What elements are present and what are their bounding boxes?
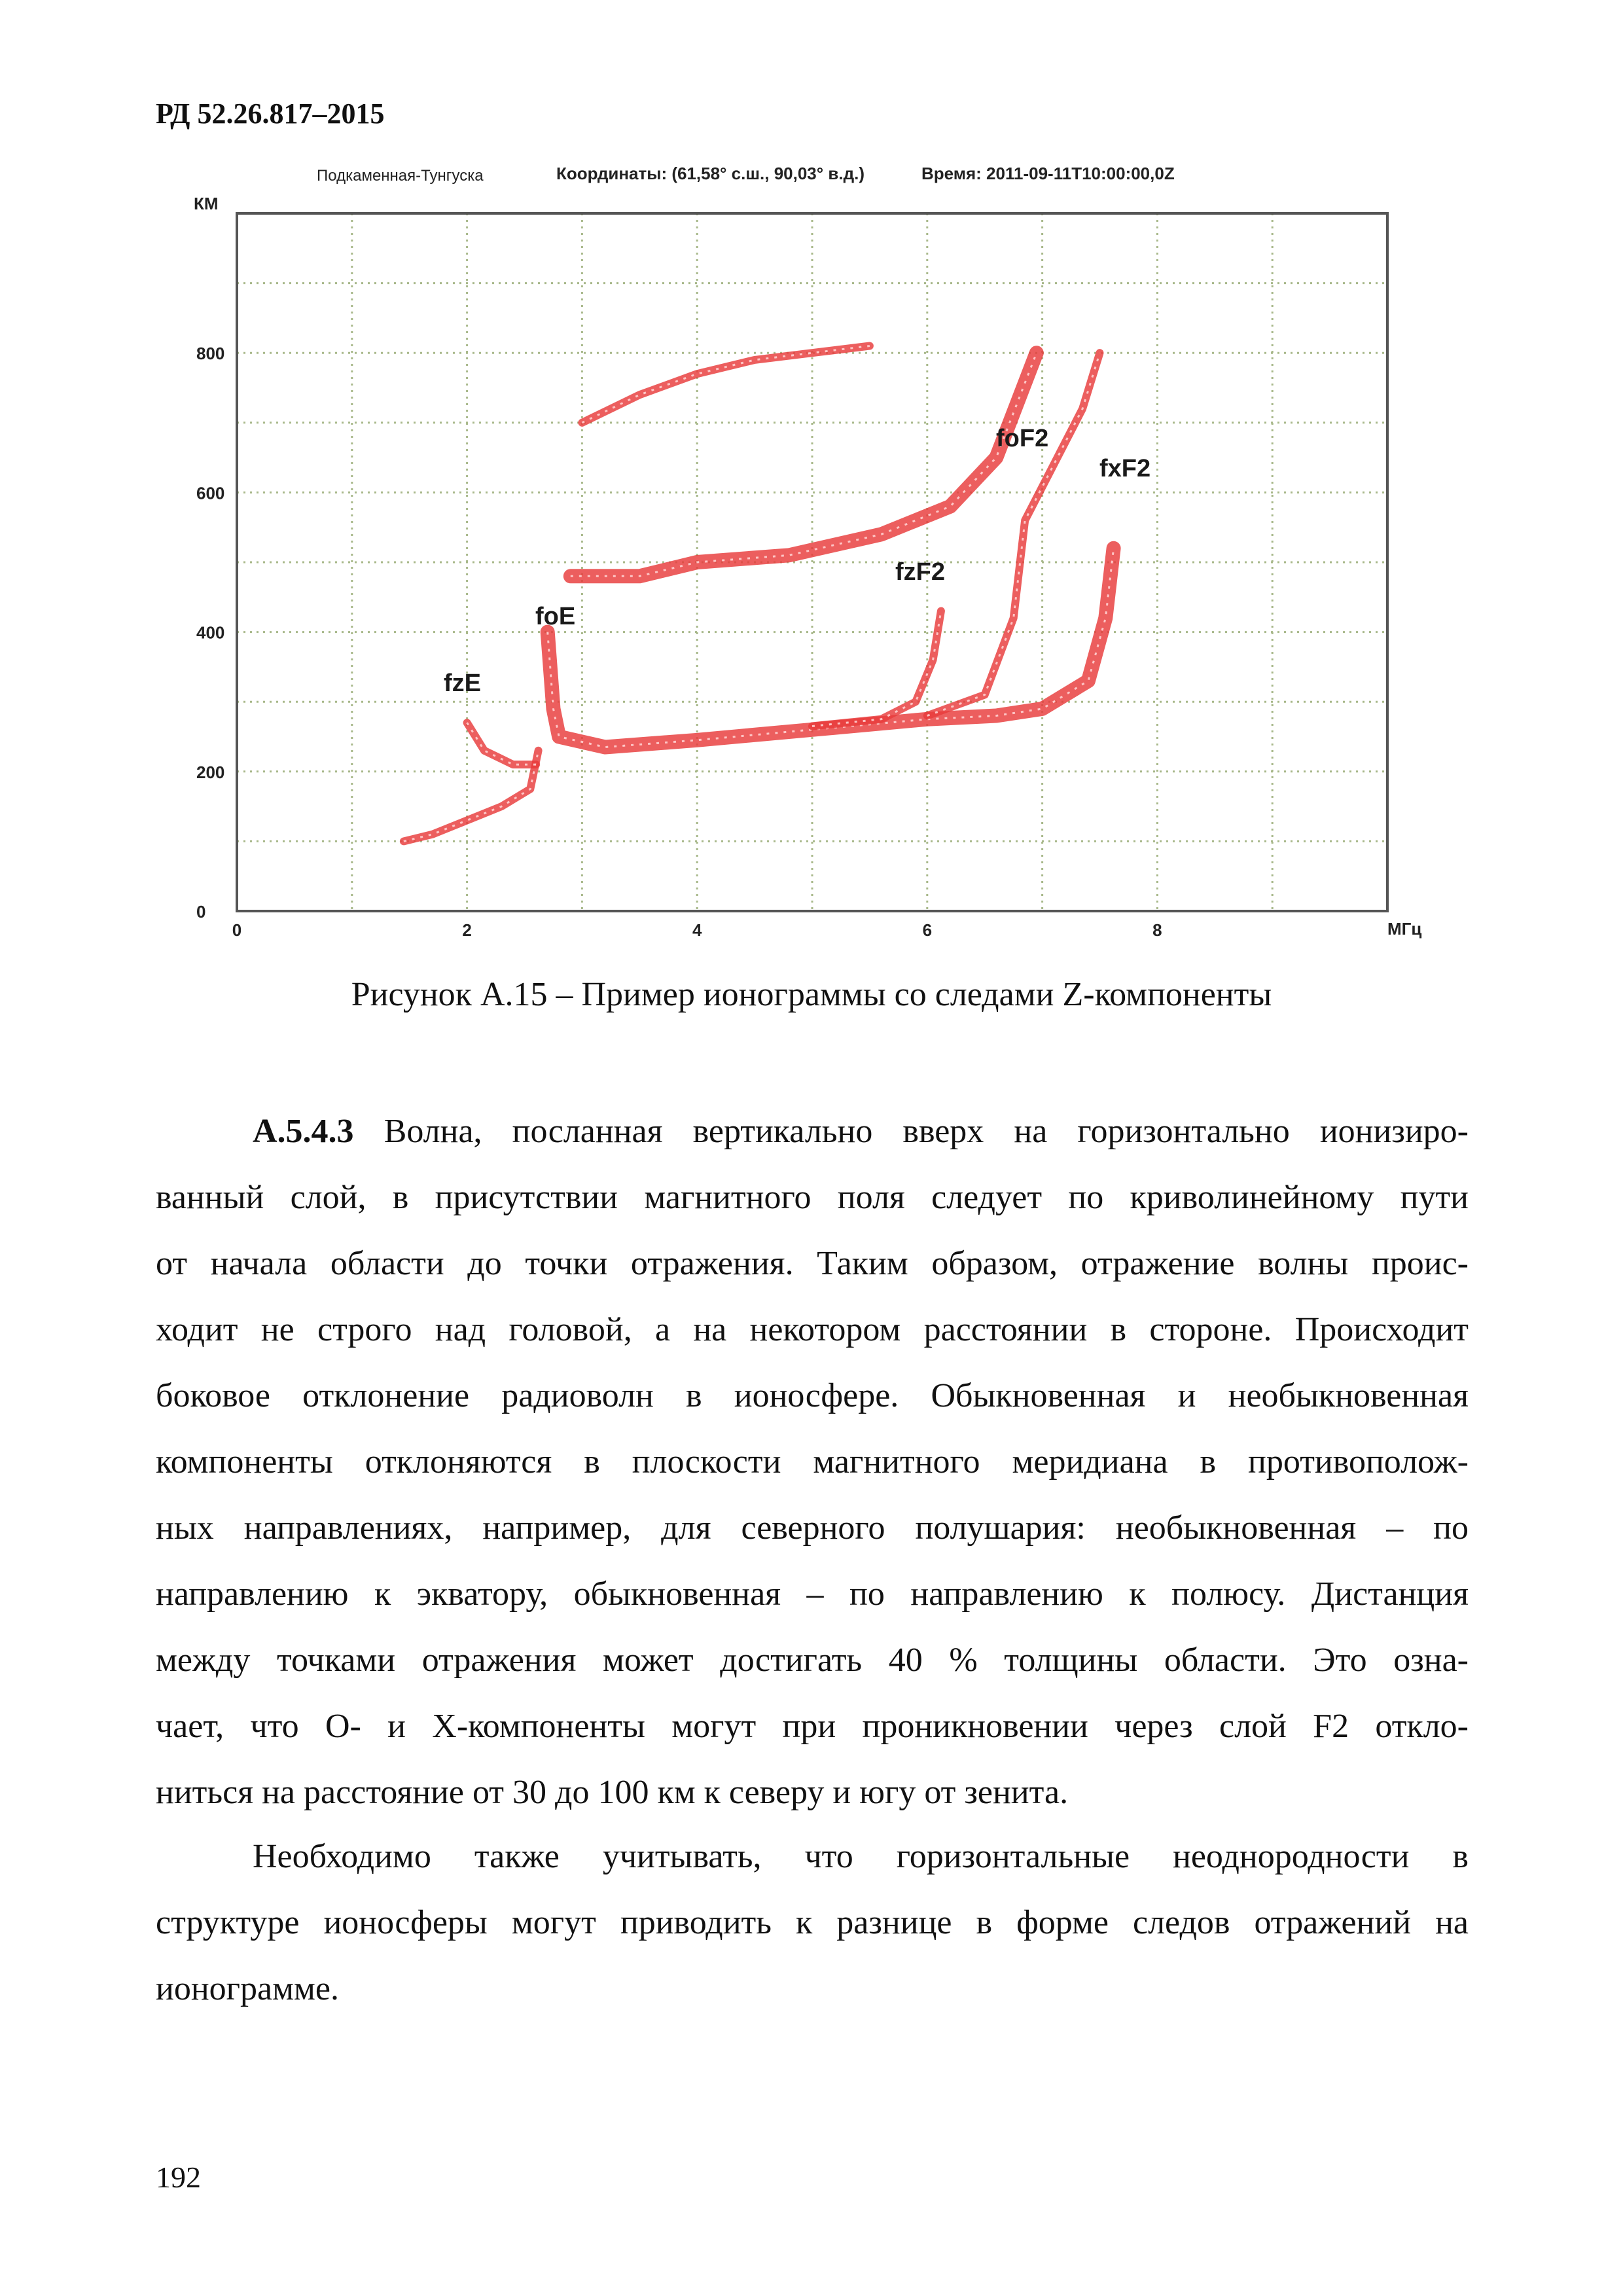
paragraph-line: боковое отклонение радиоволн в ионосфере. Обыкновенная и необыкновенная xyxy=(156,1377,1469,1414)
paragraph-line: направлению к экватору, обыкновенная – по направлению к полюсу. Дистанция xyxy=(156,1575,1469,1613)
grid-lines xyxy=(237,213,1387,911)
document-header: РД 52.26.817–2015 xyxy=(156,98,385,130)
figure-caption: Рисунок А.15 – Пример ионограммы со следами Z-компоненты xyxy=(351,976,1272,1013)
trace-fzF2-3 xyxy=(812,611,941,726)
paragraph-line: ионограмме. xyxy=(156,1970,339,2007)
x-tick-labels xyxy=(232,920,1162,940)
y-tick-label: 400 xyxy=(196,622,225,643)
paragraph-line: ванный слой, в присутствии магнитного поля следует по криволинейному пути xyxy=(156,1179,1469,1216)
x-axis-unit: МГц xyxy=(1387,919,1422,939)
x-tick-label: 8 xyxy=(1152,920,1162,940)
trace-texture-foF2-5 xyxy=(571,353,1037,576)
paragraph-line: между точками отражения может достигать 40 % толщины области. Это озна- xyxy=(156,1641,1469,1679)
ionogram-figure xyxy=(190,154,1433,950)
y-tick-label: 200 xyxy=(196,762,225,782)
x-tick-label: 6 xyxy=(922,920,933,940)
trace-label-foF2: foF2 xyxy=(996,425,1049,452)
trace-label-foE: foE xyxy=(535,603,576,630)
trace-label-fxF2: fxF2 xyxy=(1099,455,1151,482)
y-tick-labels xyxy=(196,344,224,922)
trace-label-fzE: fzE xyxy=(444,670,481,697)
paragraph-horizontal-irregularities xyxy=(156,1823,1469,2022)
paragraph-line: ных направлениях, например, для северного полушария: необыкновенная – по xyxy=(156,1509,1469,1547)
echo-traces xyxy=(404,346,1114,842)
paragraph-line: ходит не строго над головой, а на некотором расстоянии в стороне. Происходит xyxy=(156,1311,1469,1348)
ionogram-chart xyxy=(190,154,1433,950)
y-tick-label: 600 xyxy=(196,483,225,503)
paragraph-line: ниться на расстояние от 30 до 100 км к северу и югу от зенита. xyxy=(156,1774,1069,1811)
page-number: 192 xyxy=(156,2161,201,2194)
paragraph-line: Необходимо также учитывать, что горизонтальные неоднородности в xyxy=(253,1838,1469,1875)
section-number: А.5.4.3 xyxy=(253,1113,354,1150)
trace-texture-upper-echo-6 xyxy=(582,346,870,423)
paragraph-line: структуре ионосферы могут приводить к разнице в форме следов отражений на xyxy=(156,1904,1469,1941)
paragraph-a543 xyxy=(156,1098,1469,1825)
y-tick-label: 0 xyxy=(196,902,206,922)
trace-upper-echo-6 xyxy=(582,346,870,423)
y-axis-unit: КМ xyxy=(194,194,219,213)
paragraph-line: чает, что О- и X-компоненты могут при проникновении через слой F2 откло- xyxy=(156,1708,1469,1745)
trace-label-fzF2: fzF2 xyxy=(895,558,945,586)
x-tick-label: 4 xyxy=(692,920,702,940)
x-tick-label: 0 xyxy=(232,920,242,940)
x-tick-label: 2 xyxy=(462,920,472,940)
trace-foF2-5 xyxy=(571,353,1037,576)
paragraph-line-text: Волна, посланная вертикально вверх на горизонтально ионизиро- xyxy=(353,1113,1469,1150)
time-label: Время: 2011-09-11T10:00:00,0Z xyxy=(921,164,1175,183)
station-name: Подкаменная-Тунгуска xyxy=(317,167,484,185)
y-tick-label: 800 xyxy=(196,344,225,364)
paragraph-line xyxy=(156,1098,1469,1164)
coordinates-label: Координаты: (61,58° с.ш., 90,03° в.д.) xyxy=(556,164,865,183)
paragraph-line: от начала области до точки отражения. Таким образом, отражение волны проис- xyxy=(156,1245,1469,1282)
trace-texture-fzF2-3 xyxy=(812,611,941,726)
paragraph-line: компоненты отклоняются в плоскости магнитного меридиана в противополож- xyxy=(156,1443,1469,1480)
